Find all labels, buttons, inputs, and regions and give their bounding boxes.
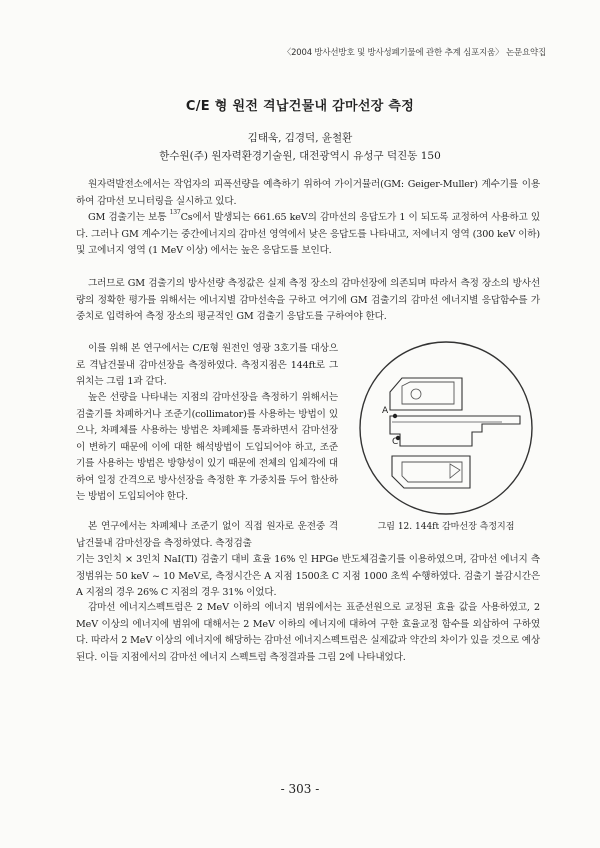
lower-room-arrow xyxy=(450,464,460,478)
figure-floor-plan xyxy=(352,338,540,518)
paragraph-1: 원자력발전소에서는 작업자의 피폭선량을 예측하기 위하여 가이거뮬러(GM: Geiger-Muller) 계수기를 이용하여 감마선 모니터링을 실시하고 있다. xyxy=(76,179,540,207)
paragraph-6b: 기는 3인치 × 3인치 NaI(Tl) 검출기 대비 효율 16% 인 HPGe 반도체검출기를 이용하였으며, 감마선 에너지 측정범위는 50 keV ~ 10 MeV로, 측정시간은 A 지점 1500초 C 지점 1000 초씩 수행하였다. 검출기 불감시간은 A 지점의 경우 26% C 지점의 경우 31% 이었다. xyxy=(76,554,540,598)
point-c-label: C xyxy=(392,437,399,447)
floor-plan-diagram xyxy=(352,338,540,518)
authors: 김태욱, 김경덕, 윤철환 xyxy=(247,132,353,144)
paper-title: C/E 형 원전 격납건물내 감마선장 측정 xyxy=(185,99,415,114)
paragraph-2: GM 검출기는 보통 $^{137}$Cs에서 발생되는 661.65 keV의 감마선의 응답도가 1 이 되도록 교정하여 사용하고 있다. 그러나 GM 계수기는 중간에너지의 감마선 영역에서 낮은 응답도를 나타내고, 저에너지 영역 (300 keV 이하) 및 고에너지 영역 (1 MeV 이상) 에서는 높은 응답도를 보인다. xyxy=(76,209,540,256)
lower-room xyxy=(392,456,470,488)
point-a-label: A xyxy=(382,406,389,416)
upper-room xyxy=(390,378,462,410)
paragraph-4: 이를 위해 본 연구에서는 C/E형 원전인 영광 3호기를 대상으로 격납건물내 감마선장을 측정하였다. 측정지점은 144ft로 그 위치는 그림 1과 같다. xyxy=(76,343,338,387)
affiliation: 한수원(주) 원자력환경기술원, 대전광역시 유성구 덕진동 150 xyxy=(159,150,441,162)
point-a-marker xyxy=(393,414,397,418)
platform-outline xyxy=(390,416,520,446)
paragraph-5: 높은 선량을 나타내는 지점의 감마선장을 측정하기 위해서는 검출기를 차폐하거나 조준기(collimator)를 사용하는 방법이 있으나, 차폐체를 사용하는 방법은 차폐체를 통과하면서 감마선장이 변하기 때문에 이에 대한 해석방법이 도입되어야 하고, 조준기를 사용하는 방법은 방향성이 있기 때문에 전체의 입체각에 대하여 일정 간격으로 방사선장을 측정한 후 가중치를 두어 합산하는 방법이 도입되어야 한다. xyxy=(76,392,338,502)
running-head: 〈2004 방사선방호 및 방사성폐기물에 관한 추계 심포지움〉 논문요약집 xyxy=(282,48,546,58)
paragraph-3: 그러므로 GM 검출기의 방사선량 측정값은 실제 측정 장소의 감마선장에 의존되며 따라서 측정 장소의 방사선량의 정확한 평가를 위해서는 에너지별 감마선속을 구하고 여기에 GM 검출기의 감마선 에너지별 응답함수를 가중치로 입력하여 측정 장소의 평균적인 GM 검출기 응답도를 구하여야 한다. xyxy=(76,278,540,322)
upper-room-inner xyxy=(402,382,454,404)
isotope-superscript: 137 xyxy=(169,209,181,216)
paragraph-7: 감마선 에너지스펙트럼은 2 MeV 이하의 에너지 범위에서는 표준선원으로 교정된 효율 값을 사용하였고, 2 MeV 이상의 에너지에 범위에 대해서는 2 MeV 이하의 에너지에 대하여 구한 효율교정 함수를 외삽하여 구하였다. 따라서 2 MeV 이상의 에너지에 해당하는 감마선 에너지스펙트럼은 실제값과 약간의 차이가 있을 것으로 예상된다. 이들 지점에서의 감마선 에너지 스펙트럼 측정결과를 그림 2에 나타내었다. xyxy=(76,602,540,663)
page-number: - 303 - xyxy=(280,782,320,796)
lower-room-inner xyxy=(402,462,462,482)
figure-caption: 그림 12. 144ft 감마선장 측정지점 xyxy=(377,522,515,532)
paragraph-6a: 본 연구에서는 차폐체나 조준기 없이 직접 원자로 운전중 격납건물내 감마선장을 측정하였다. 측정검출 xyxy=(76,521,338,549)
upper-room-equipment xyxy=(411,389,421,399)
